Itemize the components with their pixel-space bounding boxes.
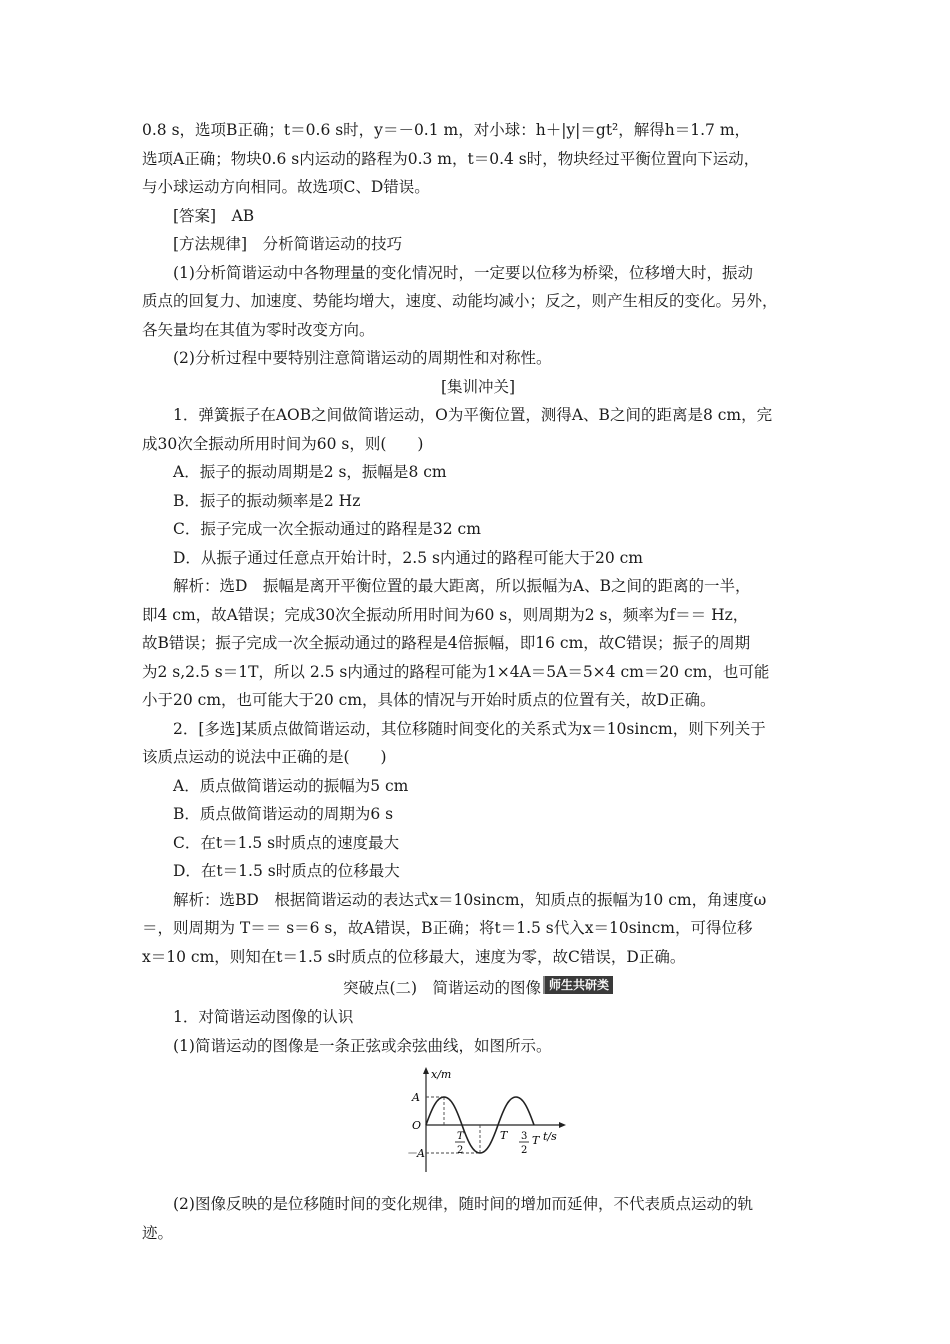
text-line: 该质点运动的说法中正确的是( ) [142,748,387,766]
text-line: 即4 cm，故A错误；完成30次全振动所用时间为60 s，则周期为2 s，频率为f＝＝ Hz， [142,605,749,624]
text-line: (1)简谐运动的图像是一条正弦或余弦曲线，如图所示。 [173,1036,552,1055]
amp-label: A [412,1091,420,1104]
solution-2: 解析：选BD 根据简谐运动的表达式x＝10sincm，知质点的振幅为10 cm，角速度ω [173,890,767,909]
text-line: x＝10 cm，则知在t＝1.5 s时质点的位移最大，速度为零，故C错误，D正确。 [142,947,686,966]
text-line: (1)分析简谐运动中各物理量的变化情况时，一定要以位移为桥梁，位移增大时，振动 [173,263,753,282]
text-line: 迹。 [142,1223,174,1242]
practice-heading: [集训冲关] [440,377,516,396]
text-line: 小于20 cm，也可能大于20 cm，具体的情况与开始时质点的位置有关，故D正确。 [142,691,716,709]
three-half-t-suffix: T [532,1134,540,1147]
section-heading-row [142,973,814,1003]
option-c: C．振子完成一次全振动通过的路程是32 cm [173,520,481,538]
document-page [142,116,814,1247]
three-half-denominator: 2 [521,1145,528,1156]
section-heading: 突破点(二) 简谐运动的图像 [342,979,542,997]
x-axis-arrow [559,1122,566,1128]
method-title: [方法规律] 分析简谐运动的技巧 [173,235,403,253]
option-b: B．振子的振动频率是2 Hz [173,491,361,510]
option-d: D．从振子通过任意点开始计时，2.5 s内通过的路程可能大于20 cm [173,548,643,567]
text-line: 与小球运动方向相同。故选项C、D错误。 [142,178,430,196]
option-b: B．质点做简谐运动的周期为6 s [173,805,394,823]
answer-line: [答案] AB [173,206,255,225]
y-axis-arrow [423,1067,429,1074]
x-axis-label: t/s [543,1130,557,1143]
option-c: C．在t＝1.5 s时质点的速度最大 [173,833,400,852]
text-line: 各矢量均在其值为零时改变方向。 [142,320,375,339]
text-line: ＝，则周期为 T＝＝ s＝6 s，故A错误，B正确；将t＝1.5 s代入x＝10sincm，可得位移 [142,919,753,937]
section-badge: 师生共研类 [543,976,613,994]
option-a: A．振子的振动周期是2 s，振幅是8 cm [173,463,447,481]
option-d: D．在t＝1.5 s时质点的位移最大 [173,862,400,880]
t-label: T [500,1129,508,1142]
sine-graph [404,1064,574,1180]
text-line: 故B错误；振子完成一次全振动通过的路程是4倍振幅，即16 cm，故C错误；振子的周期 [142,634,751,652]
three-half-numerator: 3 [521,1131,528,1142]
text-line: (2)图像反映的是位移随时间的变化规律，随时间的增加而延伸，不代表质点运动的轨 [173,1195,753,1213]
half-t-denominator: 2 [457,1145,464,1156]
y-axis-label: x/m [431,1068,452,1081]
text-line: 质点的回复力、加速度、势能均增大，速度、动能均减小；反之，则产生相反的变化。另外， [142,292,778,310]
option-a: A．质点做简谐运动的振幅为5 cm [173,776,409,795]
solution-1: 解析：选D 振幅是离开平衡位置的最大距离，所以振幅为A、B之间的距离的一半， [173,577,751,595]
origin-label: O [412,1119,422,1132]
question-1: 1．弹簧振子在AOB之间做简谐运动，O为平衡位置，测得A、B之间的距离是8 cm，完 [173,406,773,424]
text-line: (2)分析过程中要特别注意简谐运动的周期性和对称性。 [173,349,552,367]
text-line: 成30次全振动所用时间为60 s，则( ) [142,434,424,453]
sine-graph-figure [142,1060,814,1190]
text-line: 选项A正确；物块0.6 s内运动的路程为0.3 m，t＝0.4 s时，物块经过平衡位置向下运动， [142,149,760,168]
question-2: 2．[多选]某质点做简谐运动，其位移随时间变化的关系式为x＝10sincm，则下列关于 [173,719,766,738]
text-line: 0.8 s，选项B正确；t＝0.6 s时，y＝－0.1 m，对小球：h＋|y|＝gt²，解得h＝1.7 m， [142,121,751,139]
neg-amp-label: －A [406,1147,425,1160]
half-t-numerator: T [457,1131,464,1142]
text-line: 为2 s,2.5 s＝1T，所以 2.5 s内通过的路程可能为1×4A＝5A＝5×4 cm＝20 cm，也可能 [142,662,770,681]
text-line: 1．对简谐运动图像的认识 [173,1008,354,1026]
